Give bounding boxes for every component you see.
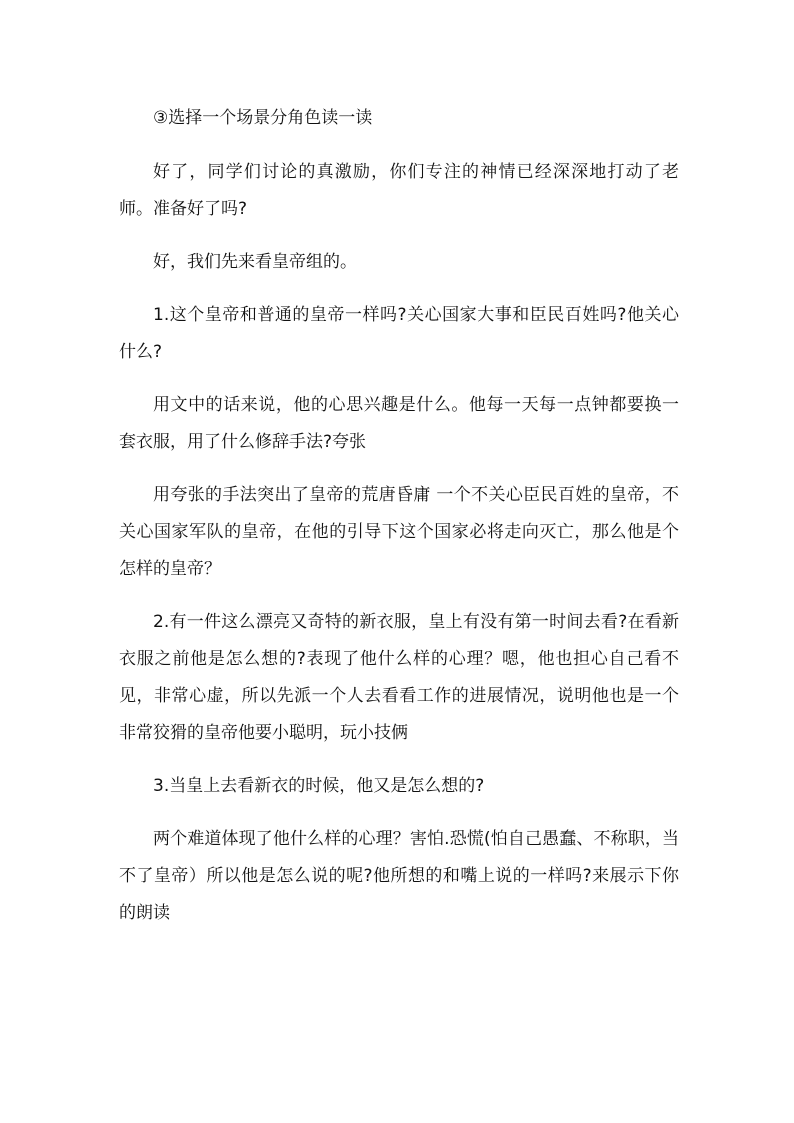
- paragraph: 好了，同学们讨论的真激励，你们专注的神情已经深深地打动了老师。准备好了吗?: [119, 162, 679, 219]
- paragraph: 用文中的话来说，他的心思兴趣是什么。他每一天每一点钟都要换一套衣服，用了什么修辞手法?夸张: [119, 395, 679, 452]
- section-heading: ③选择一个场景分角色读一读: [153, 108, 373, 128]
- paragraph: 3.当皇上去看新衣的时候，他又是怎么想的?: [153, 776, 485, 796]
- paragraph: 好，我们先来看皇帝组的。: [153, 252, 357, 272]
- paragraph: 2.有一件这么漂亮又奇特的新衣服，皇上有没有第一时间去看?在看新衣服之前他是怎么想的?表现了他什么样的心理？嗯，他也担心自己看不见，非常心虚，所以先派一个人去看看工作的进展情况，说明他也是一个非常狡猾的皇帝他要小聪明，玩小技俩: [119, 612, 679, 743]
- paragraph: 两个难道体现了他什么样的心理？害怕.恐慌(怕自己愚蠢、不称职，当不了皇帝）所以他是怎么说的呢?他所想的和嘴上说的一样吗?来展示下你的朗读: [119, 829, 679, 923]
- document-body: [119, 100, 679, 948]
- paragraph: 1.这个皇帝和普通的皇帝一样吗?关心国家大事和臣民百姓吗?他关心什么?: [119, 305, 679, 362]
- paragraph: 用夸张的手法突出了皇帝的荒唐昏庸 一个不关心臣民百姓的皇帝，不关心国家军队的皇帝，在他的引导下这个国家必将走向灭亡，那么他是个怎样的皇帝？: [119, 485, 679, 579]
